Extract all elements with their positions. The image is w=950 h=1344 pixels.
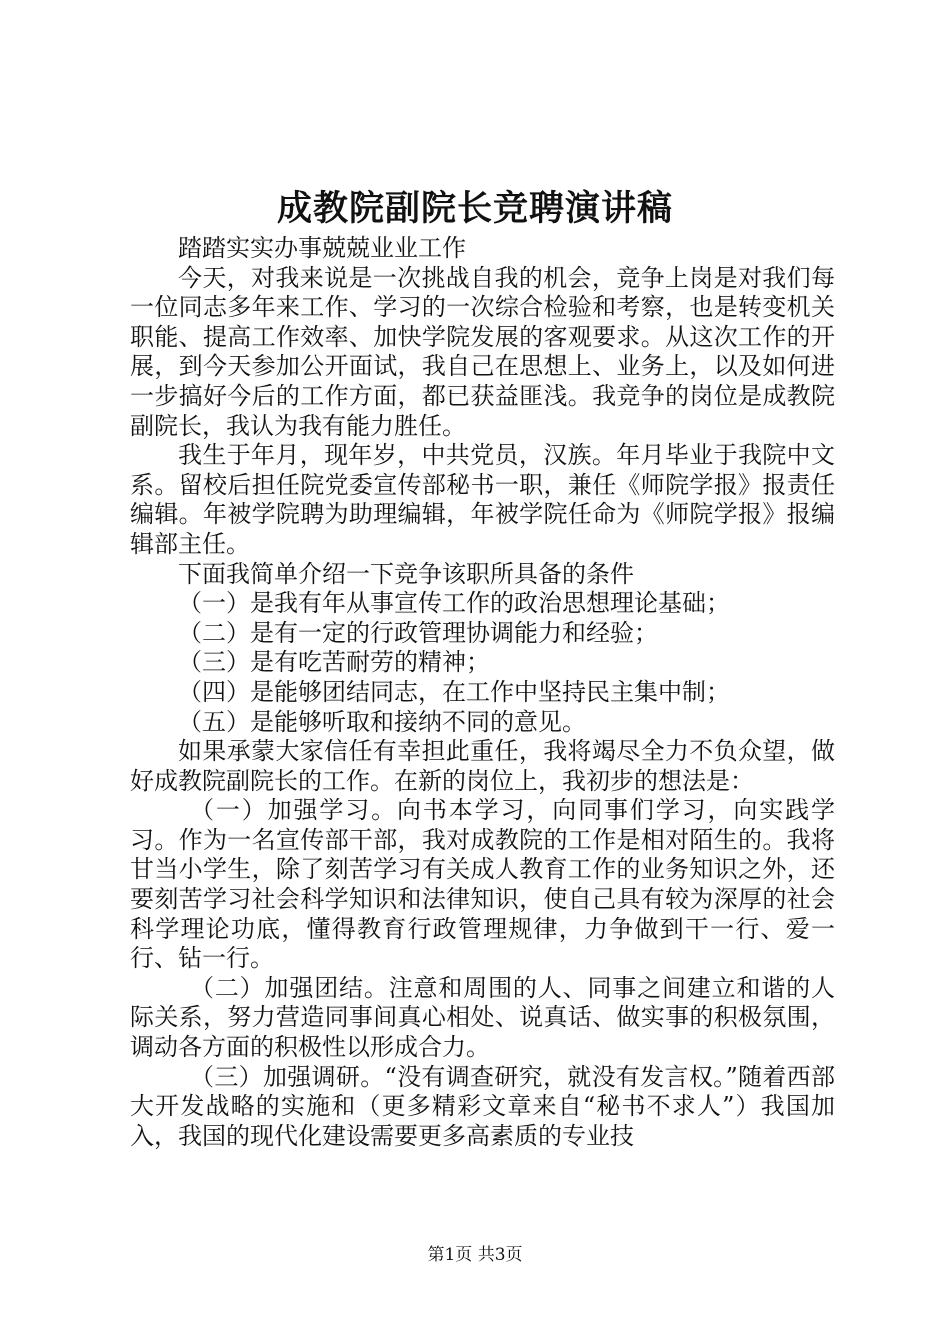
list-item: （四）是能够团结同志，在工作中坚持民主集中制； bbox=[178, 677, 730, 706]
list-item: （五）是能够听取和接纳不同的意见。 bbox=[178, 707, 586, 736]
page-footer: 第1页 共3页 bbox=[427, 1245, 523, 1265]
list-item: （三）是有吃苦耐劳的精神； bbox=[178, 648, 490, 677]
paragraph: 今天，对我来说是一次挑战自我的机会，竞争上岗是对我们每一位同志多年来工作、学习的一次综合检验和考察，也是转变机关职能、提高工作效率、加快学院发展的客观要求。从这次工作的开展，到今天参加公开面试，我自己在思想上、业务上，以及如何进一步搞好今后的工作方面，都已获益匪浅。我竞争的岗位是成教院副院长，我认为我有能力胜任。 bbox=[130, 263, 835, 440]
paragraph: （三）加强调研。“没有调查研究，就没有发言权。”随着西部大开发战略的实施和（更多精彩文章来自“秘书不求人”）我国加入，我国的现代化建设需要更多高素质的专业技 bbox=[130, 1062, 835, 1150]
paragraph: 踏踏实实办事兢兢业业工作 bbox=[178, 234, 466, 262]
document-body bbox=[130, 234, 835, 1151]
list-item: （二）是有一定的行政管理协调能力和经验； bbox=[178, 618, 658, 647]
paragraph: （一）加强学习。向书本学习，向同事们学习，向实践学习。作为一名宣传部干部，我对成教院的工作是相对陌生的。我将甘当小学生，除了刻苦学习有关成人教育工作的业务知识之外，还要刻苦学习社会科学知识和法律知识，使自己具有较为深厚的社会科学理论功底，懂得教育行政管理规律，力争做到干一行、爱一行、钻一行。 bbox=[130, 796, 835, 973]
paragraph: 下面我简单介绍一下竞争该职所具备的条件 bbox=[178, 559, 634, 588]
list-item: （一）是我有年从事宣传工作的政治思想理论基础； bbox=[178, 589, 730, 618]
paragraph: 如果承蒙大家信任有幸担此重任，我将竭尽全力不负众望，做好成教院副院长的工作。在新的岗位上，我初步的想法是： bbox=[130, 737, 835, 795]
paragraph: （二）加强团结。注意和周围的人、同事之间建立和谐的人际关系，努力营造同事间真心相处、说真话、做实事的积极氛围，调动各方面的积极性以形成合力。 bbox=[130, 973, 835, 1062]
document-title: 成教院副院长竞聘演讲稿 bbox=[276, 189, 673, 229]
paragraph: 我生于年月，现年岁，中共党员，汉族。年月毕业于我院中文系。留校后担任院党委宣传部秘书一职，兼任《师院学报》报责任编辑。年被学院聘为助理编辑，年被学院任命为《师院学报》报编辑部主任。 bbox=[130, 441, 835, 558]
